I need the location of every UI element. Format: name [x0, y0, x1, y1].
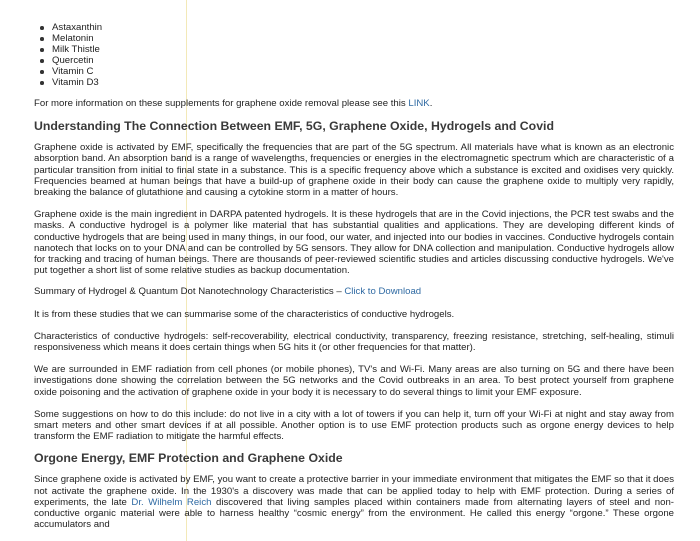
orgone-text-a: Since graphene oxide is activated by EMF, you want to create a protective barrier in your immediate environment that mitigates the EMF so that it does not activate the graphene oxide. In the 1930's a discovery was made that can be applied today to help with EMF protection. During a series of experiments, the late: [34, 474, 674, 508]
paragraph-activation: Graphene oxide is activated by EMF, specifically the frequencies that are part of the 5G spectrum. All materials have what is known as an electronic absorption band. An absorption band is a range of wavelengths, frequencies or energies in the electromagnetic spectrum which are characteristic of a particular transition from initial to final state in a substance. This is a specific frequency above which a substance is excited and oxidises very quickly. Frequencies beamed at human beings that have a build-up of graphene oxide in their body can cause the graphene oxide to multiply very rapidly, breaking the balance of glutathione and causing a cytokine storm in a matter of hours.: [34, 142, 674, 199]
paragraph-hydrogels: Graphene oxide is the main ingredient in DARPA patented hydrogels. It is these hydrogels that are in the Covid injections, the PCR test swabs and the masks. A conductive hydrogel is a polymer like material that has substantial qualities and applications. They are developing different kinds of conductive hydrogels that are being used in many things, in our food, our water, and injected into our bodies in vaccines. Conductive hydrogels contain nanotech that locks on to your DNA and can be controlled by 5G sensors. They allow for DNA collection and manipulation. Conductive hydrogels allow for tracking and tracing of human beings. There are thousands of peer-reviewed scientific studies and articles discussing conductive hydrogels. We've put together a short list of some relative studies as backup documentation.: [34, 209, 674, 277]
list-item: Astaxanthin: [52, 22, 674, 33]
list-item: Vitamin C: [52, 66, 674, 77]
wilhelm-reich-link[interactable]: Dr. Wilhelm Reich: [131, 496, 212, 508]
list-item: Milk Thistle: [52, 44, 674, 55]
paragraph-studies: It is from these studies that we can summarise some of the characteristics of conductive hydrogels.: [34, 308, 455, 320]
list-item: Vitamin D3: [52, 77, 674, 88]
more-info-text: For more information on these supplements for graphene oxide removal please see this: [34, 98, 409, 109]
list-item: Quercetin: [52, 55, 674, 66]
more-info-paragraph: [34, 98, 674, 109]
paragraph-characteristics: Characteristics of conductive hydrogels: self-recoverability, electrical conductivity, transparency, freezing resistance, stretching, self-healing, stimuli responsiveness which means it does certain things when 5G hits it (or other frequencies for that matter).: [34, 330, 674, 354]
list-item: Melatonin: [52, 33, 674, 44]
orgone-text-b: discovered that living samples placed within containers made from alternating layers of steel and non-conductive organic material were able to harness healthy “cosmic energy” from the environment. He called this energy “orgone.” These orgone accumulators and: [34, 496, 674, 531]
article-body: [34, 22, 674, 530]
paragraph-emf-radiation: We are surrounded in EMF radiation from cell phones (or mobile phones), TV's and Wi-Fi. Many areas are also turning on 5G and there have been investigations done showing the correlation between the 5G networks and the Covid outbreaks in an area. To best protect yourself from graphene oxide poisoning and the activation of graphene oxide in your body it is necessary to do several things to limit your EMF exposure.: [34, 364, 674, 398]
paragraph-suggestions: Some suggestions on how to do this include: do not live in a city with a lot of towers if you can help it, turn off your Wi-Fi at night and stay away from smart meters and other smart devices if at all possible. Another option is to use EMF protection products such as orgone energy devices to help transform the EMF radiation to mitigate the harmful effects.: [34, 408, 674, 443]
section-heading-emf-5g: Understanding The Connection Between EMF, 5G, Graphene Oxide, Hydrogels and Covid: [34, 119, 554, 134]
supplements-link[interactable]: LINK: [408, 98, 430, 109]
summary-download-paragraph: [34, 286, 674, 297]
more-info-end: .: [429, 98, 433, 109]
summary-text: Summary of Hydrogel & Quantum Dot Nanotechnology Characteristics –: [34, 286, 345, 298]
supplement-list: [34, 22, 674, 88]
download-link[interactable]: Click to Download: [344, 286, 422, 298]
paragraph-orgone: [34, 474, 674, 530]
section-heading-orgone: Orgone Energy, EMF Protection and Graphene Oxide: [34, 451, 343, 466]
